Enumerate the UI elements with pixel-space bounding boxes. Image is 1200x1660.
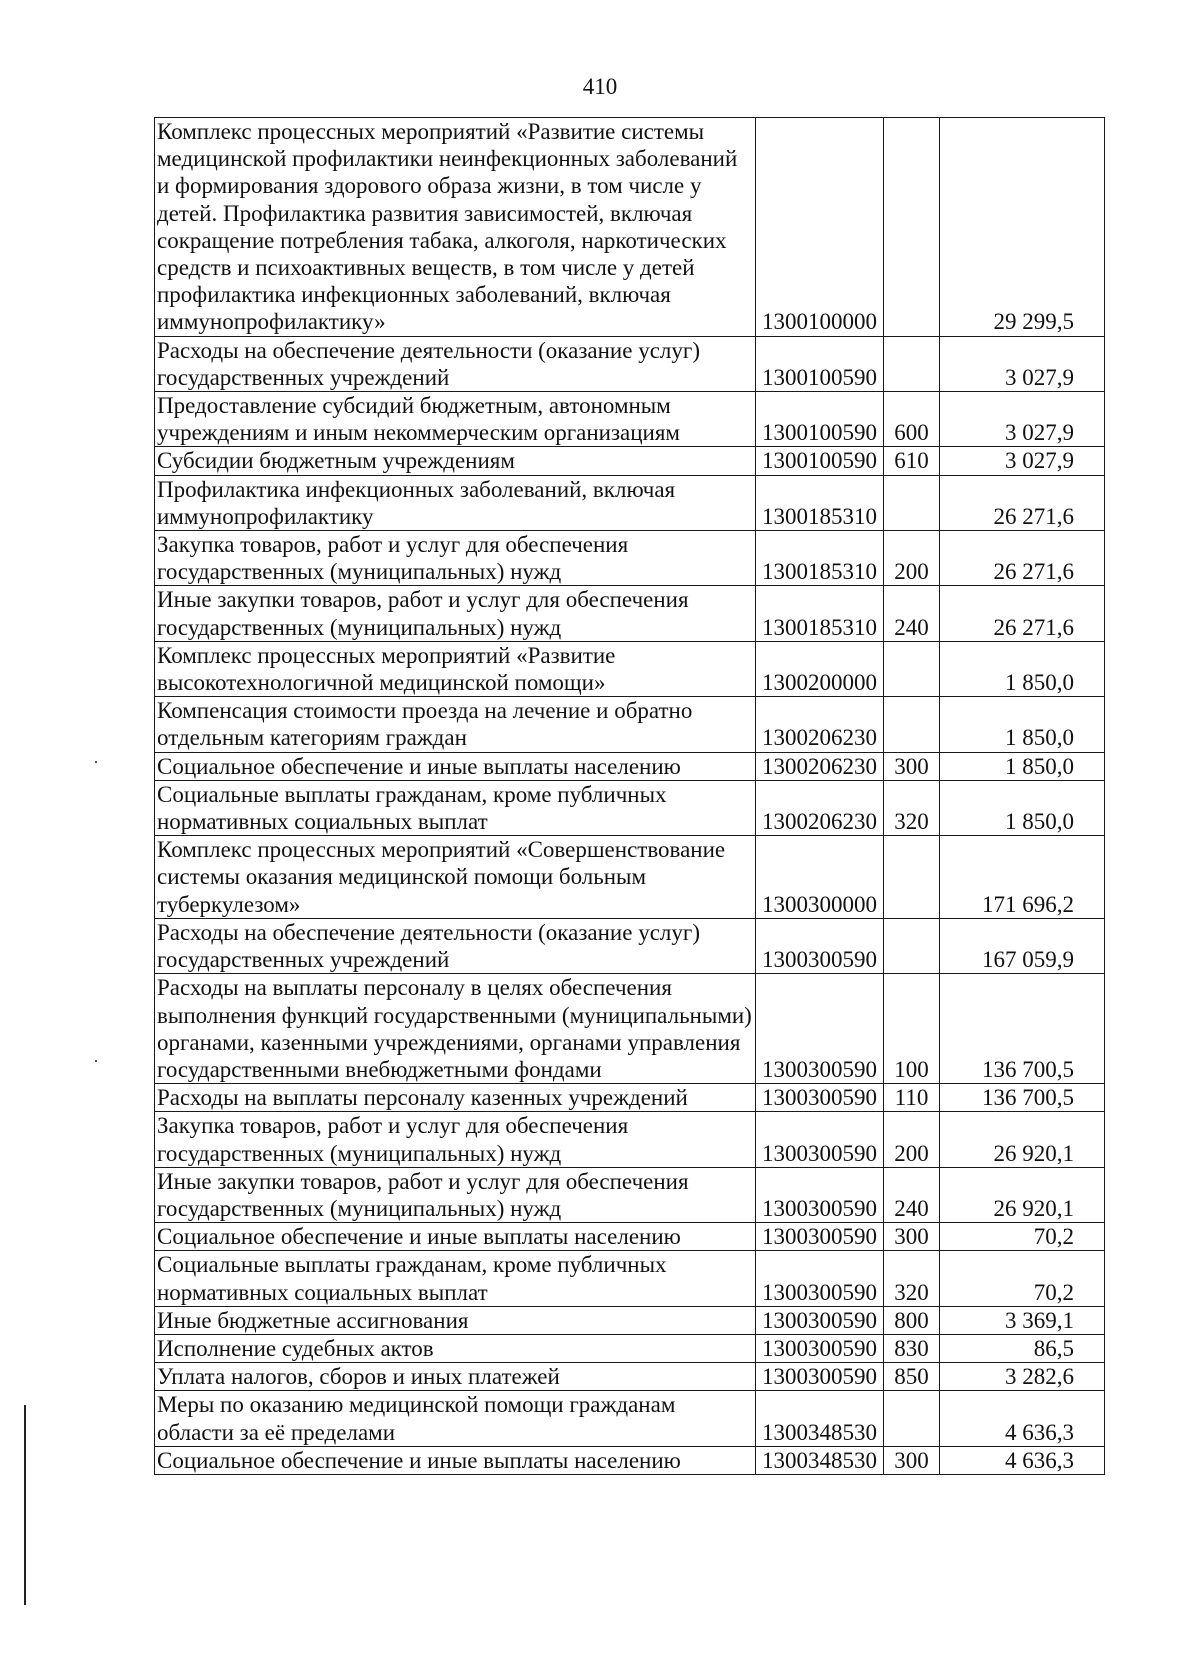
- row-code-cell: 1300200000: [756, 641, 884, 696]
- table-row: [155, 1334, 1105, 1362]
- row-type-cell: [884, 336, 940, 391]
- row-name-cell: Иные закупки товаров, работ и услуг для обеспечения государственных (муниципальных) нужд: [155, 586, 756, 641]
- row-code-cell: 1300300590: [756, 1306, 884, 1334]
- row-code-cell: 1300206230: [756, 780, 884, 835]
- row-code-cell: 1300300590: [756, 1112, 884, 1167]
- row-name-cell: Субсидии бюджетным учреждениям: [155, 447, 756, 475]
- row-amount-cell: 1 850,0: [940, 641, 1105, 696]
- row-type-cell: 300: [884, 1446, 940, 1474]
- row-amount-cell: 3 027,9: [940, 447, 1105, 475]
- row-amount-cell: 3 369,1: [940, 1306, 1105, 1334]
- row-amount-cell: 4 636,3: [940, 1391, 1105, 1446]
- row-name-cell: Социальное обеспечение и иные выплаты населению: [155, 1223, 756, 1251]
- row-name-cell: Расходы на выплаты персоналу казенных учреждений: [155, 1084, 756, 1112]
- row-name-cell: Закупка товаров, работ и услуг для обеспечения государственных (муниципальных) нужд: [155, 531, 756, 586]
- row-type-cell: [884, 118, 940, 337]
- table-row: [155, 1446, 1105, 1474]
- row-name-cell: Иные закупки товаров, работ и услуг для обеспечения государственных (муниципальных) нужд: [155, 1167, 756, 1222]
- row-amount-cell: 167 059,9: [940, 918, 1105, 973]
- row-type-cell: 830: [884, 1334, 940, 1362]
- row-code-cell: 1300185310: [756, 475, 884, 530]
- row-code-cell: 1300300590: [756, 1167, 884, 1222]
- row-amount-cell: 26 271,6: [940, 475, 1105, 530]
- row-code-cell: 1300185310: [756, 531, 884, 586]
- row-name-cell: Профилактика инфекционных заболеваний, включая иммунопрофилактику: [155, 475, 756, 530]
- table-row: [155, 1251, 1105, 1306]
- row-name-cell: Социальные выплаты гражданам, кроме публичных нормативных социальных выплат: [155, 1251, 756, 1306]
- row-code-cell: 1300300590: [756, 1363, 884, 1391]
- row-amount-cell: 4 636,3: [940, 1446, 1105, 1474]
- row-type-cell: [884, 641, 940, 696]
- scan-speck: [95, 1060, 97, 1062]
- table-row: [155, 780, 1105, 835]
- table-row: [155, 1084, 1105, 1112]
- row-type-cell: 320: [884, 1251, 940, 1306]
- row-code-cell: 1300348530: [756, 1391, 884, 1446]
- table-row: [155, 475, 1105, 530]
- table-row: [155, 531, 1105, 586]
- row-name-cell: Комплекс процессных мероприятий «Развитие высокотехнологичной медицинской помощи»: [155, 641, 756, 696]
- row-code-cell: 1300185310: [756, 586, 884, 641]
- row-type-cell: [884, 918, 940, 973]
- row-code-cell: 1300100000: [756, 118, 884, 337]
- row-name-cell: Исполнение судебных актов: [155, 1334, 756, 1362]
- row-type-cell: [884, 475, 940, 530]
- row-code-cell: 1300300590: [756, 1223, 884, 1251]
- row-amount-cell: 26 920,1: [940, 1167, 1105, 1222]
- row-type-cell: 100: [884, 974, 940, 1084]
- row-name-cell: Расходы на выплаты персоналу в целях обеспечения выполнения функций государственными (муниципальными) органами, казенными учреждениями, органами управления государственными внебюджетными фондами: [155, 974, 756, 1084]
- table-row: [155, 1223, 1105, 1251]
- row-name-cell: Компенсация стоимости проезда на лечение и обратно отдельным категориям граждан: [155, 697, 756, 752]
- row-type-cell: 320: [884, 780, 940, 835]
- scan-speck: [95, 761, 97, 763]
- row-name-cell: Расходы на обеспечение деятельности (оказание услуг) государственных учреждений: [155, 336, 756, 391]
- row-amount-cell: 1 850,0: [940, 780, 1105, 835]
- row-type-cell: 300: [884, 1223, 940, 1251]
- row-type-cell: 200: [884, 531, 940, 586]
- row-code-cell: 1300206230: [756, 697, 884, 752]
- table-row: [155, 392, 1105, 447]
- row-type-cell: 240: [884, 586, 940, 641]
- row-type-cell: 240: [884, 1167, 940, 1222]
- row-name-cell: Закупка товаров, работ и услуг для обеспечения государственных (муниципальных) нужд: [155, 1112, 756, 1167]
- table-row: [155, 1167, 1105, 1222]
- table-row: [155, 336, 1105, 391]
- row-name-cell: Уплата налогов, сборов и иных платежей: [155, 1363, 756, 1391]
- row-code-cell: 1300100590: [756, 447, 884, 475]
- row-code-cell: 1300300590: [756, 1084, 884, 1112]
- row-type-cell: 200: [884, 1112, 940, 1167]
- row-name-cell: Предоставление субсидий бюджетным, автономным учреждениям и иным некоммерческим организациям: [155, 392, 756, 447]
- table-row: [155, 118, 1105, 337]
- row-name-cell: Меры по оказанию медицинской помощи гражданам области за её пределами: [155, 1391, 756, 1446]
- table-row: [155, 974, 1105, 1084]
- table-row: [155, 752, 1105, 780]
- row-amount-cell: 3 027,9: [940, 336, 1105, 391]
- row-type-cell: 300: [884, 752, 940, 780]
- table-row: [155, 1112, 1105, 1167]
- row-type-cell: 800: [884, 1306, 940, 1334]
- row-code-cell: 1300206230: [756, 752, 884, 780]
- row-amount-cell: 26 920,1: [940, 1112, 1105, 1167]
- budget-table: [154, 117, 1105, 1475]
- budget-table-container: [154, 117, 1104, 1475]
- row-amount-cell: 26 271,6: [940, 586, 1105, 641]
- row-code-cell: 1300100590: [756, 336, 884, 391]
- row-name-cell: Иные бюджетные ассигнования: [155, 1306, 756, 1334]
- row-amount-cell: 86,5: [940, 1334, 1105, 1362]
- row-amount-cell: 136 700,5: [940, 974, 1105, 1084]
- row-name-cell: Социальное обеспечение и иные выплаты населению: [155, 752, 756, 780]
- row-name-cell: Социальные выплаты гражданам, кроме публичных нормативных социальных выплат: [155, 780, 756, 835]
- row-code-cell: 1300300590: [756, 1251, 884, 1306]
- row-code-cell: 1300348530: [756, 1446, 884, 1474]
- row-type-cell: 110: [884, 1084, 940, 1112]
- table-row: [155, 641, 1105, 696]
- row-name-cell: Комплекс процессных мероприятий «Развитие системы медицинской профилактики неинфекционных заболеваний и формирования здорового образа жизни, в том числе у детей. Профилактика развития зависимостей, включая сокращение потребления табака, алкоголя, наркотических средств и психоактивных веществ, в том числе у детей профилактика инфекционных заболеваний, включая иммунопрофилактику»: [155, 118, 756, 337]
- row-code-cell: 1300100590: [756, 392, 884, 447]
- table-row: [155, 836, 1105, 919]
- row-type-cell: [884, 697, 940, 752]
- row-name-cell: Комплекс процессных мероприятий «Совершенствование системы оказания медицинской помощи больным туберкулезом»: [155, 836, 756, 919]
- row-name-cell: Расходы на обеспечение деятельности (оказание услуг) государственных учреждений: [155, 918, 756, 973]
- row-code-cell: 1300300590: [756, 974, 884, 1084]
- table-row: [155, 1391, 1105, 1446]
- row-amount-cell: 1 850,0: [940, 752, 1105, 780]
- table-row: [155, 697, 1105, 752]
- row-type-cell: 610: [884, 447, 940, 475]
- scan-margin-line: [24, 1405, 26, 1605]
- table-row: [155, 447, 1105, 475]
- table-row: [155, 1306, 1105, 1334]
- row-type-cell: [884, 1391, 940, 1446]
- table-row: [155, 918, 1105, 973]
- row-amount-cell: 1 850,0: [940, 697, 1105, 752]
- row-amount-cell: 3 027,9: [940, 392, 1105, 447]
- row-type-cell: 600: [884, 392, 940, 447]
- table-row: [155, 1363, 1105, 1391]
- budget-table-body: [155, 118, 1105, 1475]
- row-name-cell: Социальное обеспечение и иные выплаты населению: [155, 1446, 756, 1474]
- row-amount-cell: 136 700,5: [940, 1084, 1105, 1112]
- page-number: 410: [582, 74, 618, 99]
- row-code-cell: 1300300000: [756, 836, 884, 919]
- row-code-cell: 1300300590: [756, 918, 884, 973]
- row-type-cell: [884, 836, 940, 919]
- row-amount-cell: 70,2: [940, 1251, 1105, 1306]
- row-code-cell: 1300300590: [756, 1334, 884, 1362]
- table-row: [155, 586, 1105, 641]
- row-type-cell: 850: [884, 1363, 940, 1391]
- row-amount-cell: 29 299,5: [940, 118, 1105, 337]
- row-amount-cell: 3 282,6: [940, 1363, 1105, 1391]
- row-amount-cell: 26 271,6: [940, 531, 1105, 586]
- row-amount-cell: 70,2: [940, 1223, 1105, 1251]
- row-amount-cell: 171 696,2: [940, 836, 1105, 919]
